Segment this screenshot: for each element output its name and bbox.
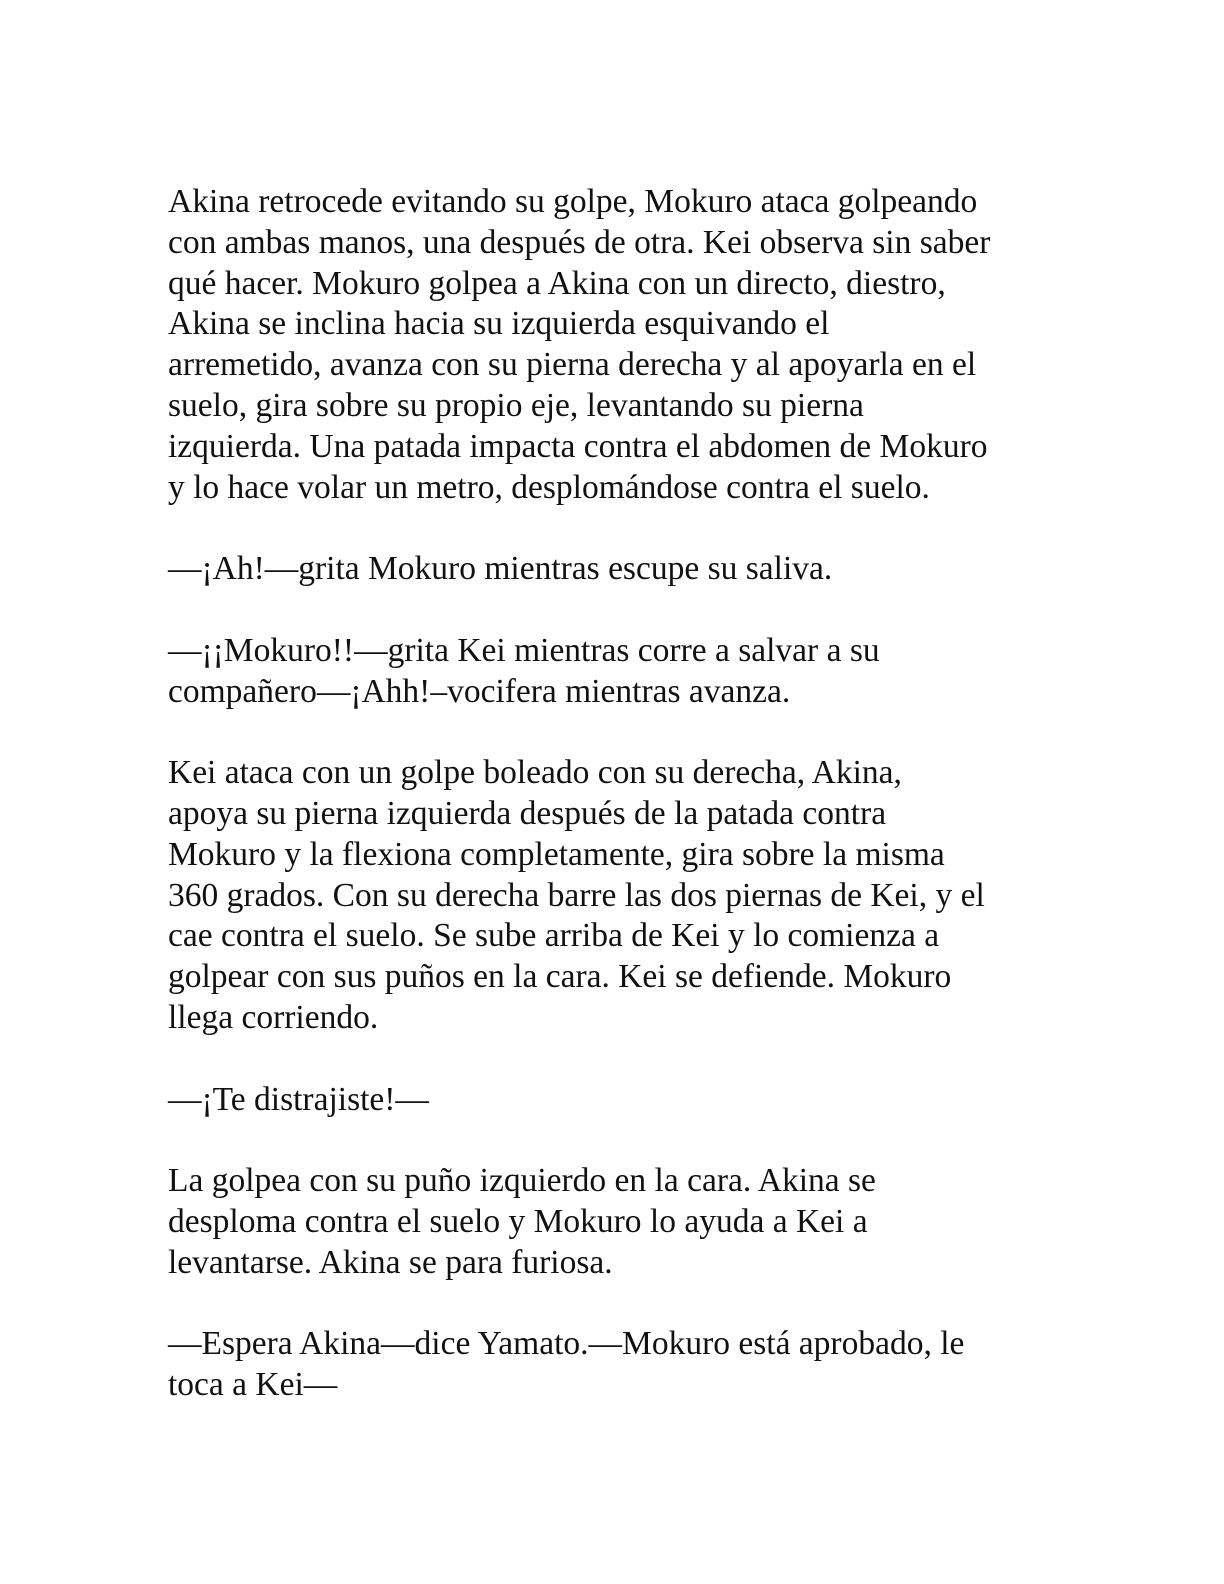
- text-line: arremetido, avanza con su pierna derecha y al apoyarla en el: [168, 346, 977, 384]
- text-line: Kei ataca con un golpe boleado con su derecha, Akina,: [168, 754, 902, 792]
- text-line: y lo hace volar un metro, desplomándose contra el suelo.: [168, 468, 930, 506]
- text-line: La golpea con su puño izquierdo en la cara. Akina se: [168, 1162, 876, 1200]
- text-line: llega corriendo.: [168, 998, 379, 1036]
- text-line: —¡Te distrajiste!—: [168, 1080, 429, 1118]
- paragraph-3: [168, 631, 1068, 713]
- paragraph-1: [168, 182, 1068, 508]
- text-line: —¡¡Mokuro!!—grita Kei mientras corre a salvar a su: [168, 631, 880, 669]
- text-line: qué hacer. Mokuro golpea a Akina con un directo, diestro,: [168, 264, 946, 302]
- text-line: toca a Kei—: [168, 1366, 338, 1404]
- text-line: con ambas manos, una después de otra. Kei observa sin saber: [168, 223, 991, 261]
- text-line: desploma contra el suelo y Mokuro lo ayuda a Kei a: [168, 1202, 868, 1240]
- document-page: [168, 182, 1068, 1447]
- paragraph-6: [168, 1161, 1068, 1283]
- text-line: suelo, gira sobre su propio eje, levantando su pierna: [168, 386, 864, 424]
- text-line: cae contra el suelo. Se sube arriba de Kei y lo comienza a: [168, 917, 940, 955]
- text-line: levantarse. Akina se para furiosa.: [168, 1243, 613, 1281]
- paragraph-5: [168, 1080, 1068, 1121]
- text-line: izquierda. Una patada impacta contra el abdomen de Mokuro: [168, 427, 988, 465]
- text-line: —¡Ah!—grita Mokuro mientras escupe su saliva.: [168, 550, 833, 588]
- text-line: Akina retrocede evitando su golpe, Mokuro ataca golpeando: [168, 183, 978, 220]
- text-line: apoya su pierna izquierda después de la patada contra: [168, 794, 887, 832]
- text-line: compañero—¡Ahh!–vocifera mientras avanza.: [168, 672, 791, 710]
- paragraph-7: [168, 1324, 1068, 1406]
- paragraph-4: [168, 753, 1068, 1039]
- text-line: golpear con sus puños en la cara. Kei se defiende. Mokuro: [168, 958, 952, 996]
- text-line: Mokuro y la flexiona completamente, gira sobre la misma: [168, 835, 945, 873]
- text-line: —Espera Akina—dice Yamato.—Mokuro está aprobado, le: [168, 1325, 965, 1363]
- paragraph-2: [168, 549, 1068, 590]
- text-line: 360 grados. Con su derecha barre las dos piernas de Kei, y el: [168, 876, 985, 914]
- text-line: Akina se inclina hacia su izquierda esquivando el: [168, 305, 830, 343]
